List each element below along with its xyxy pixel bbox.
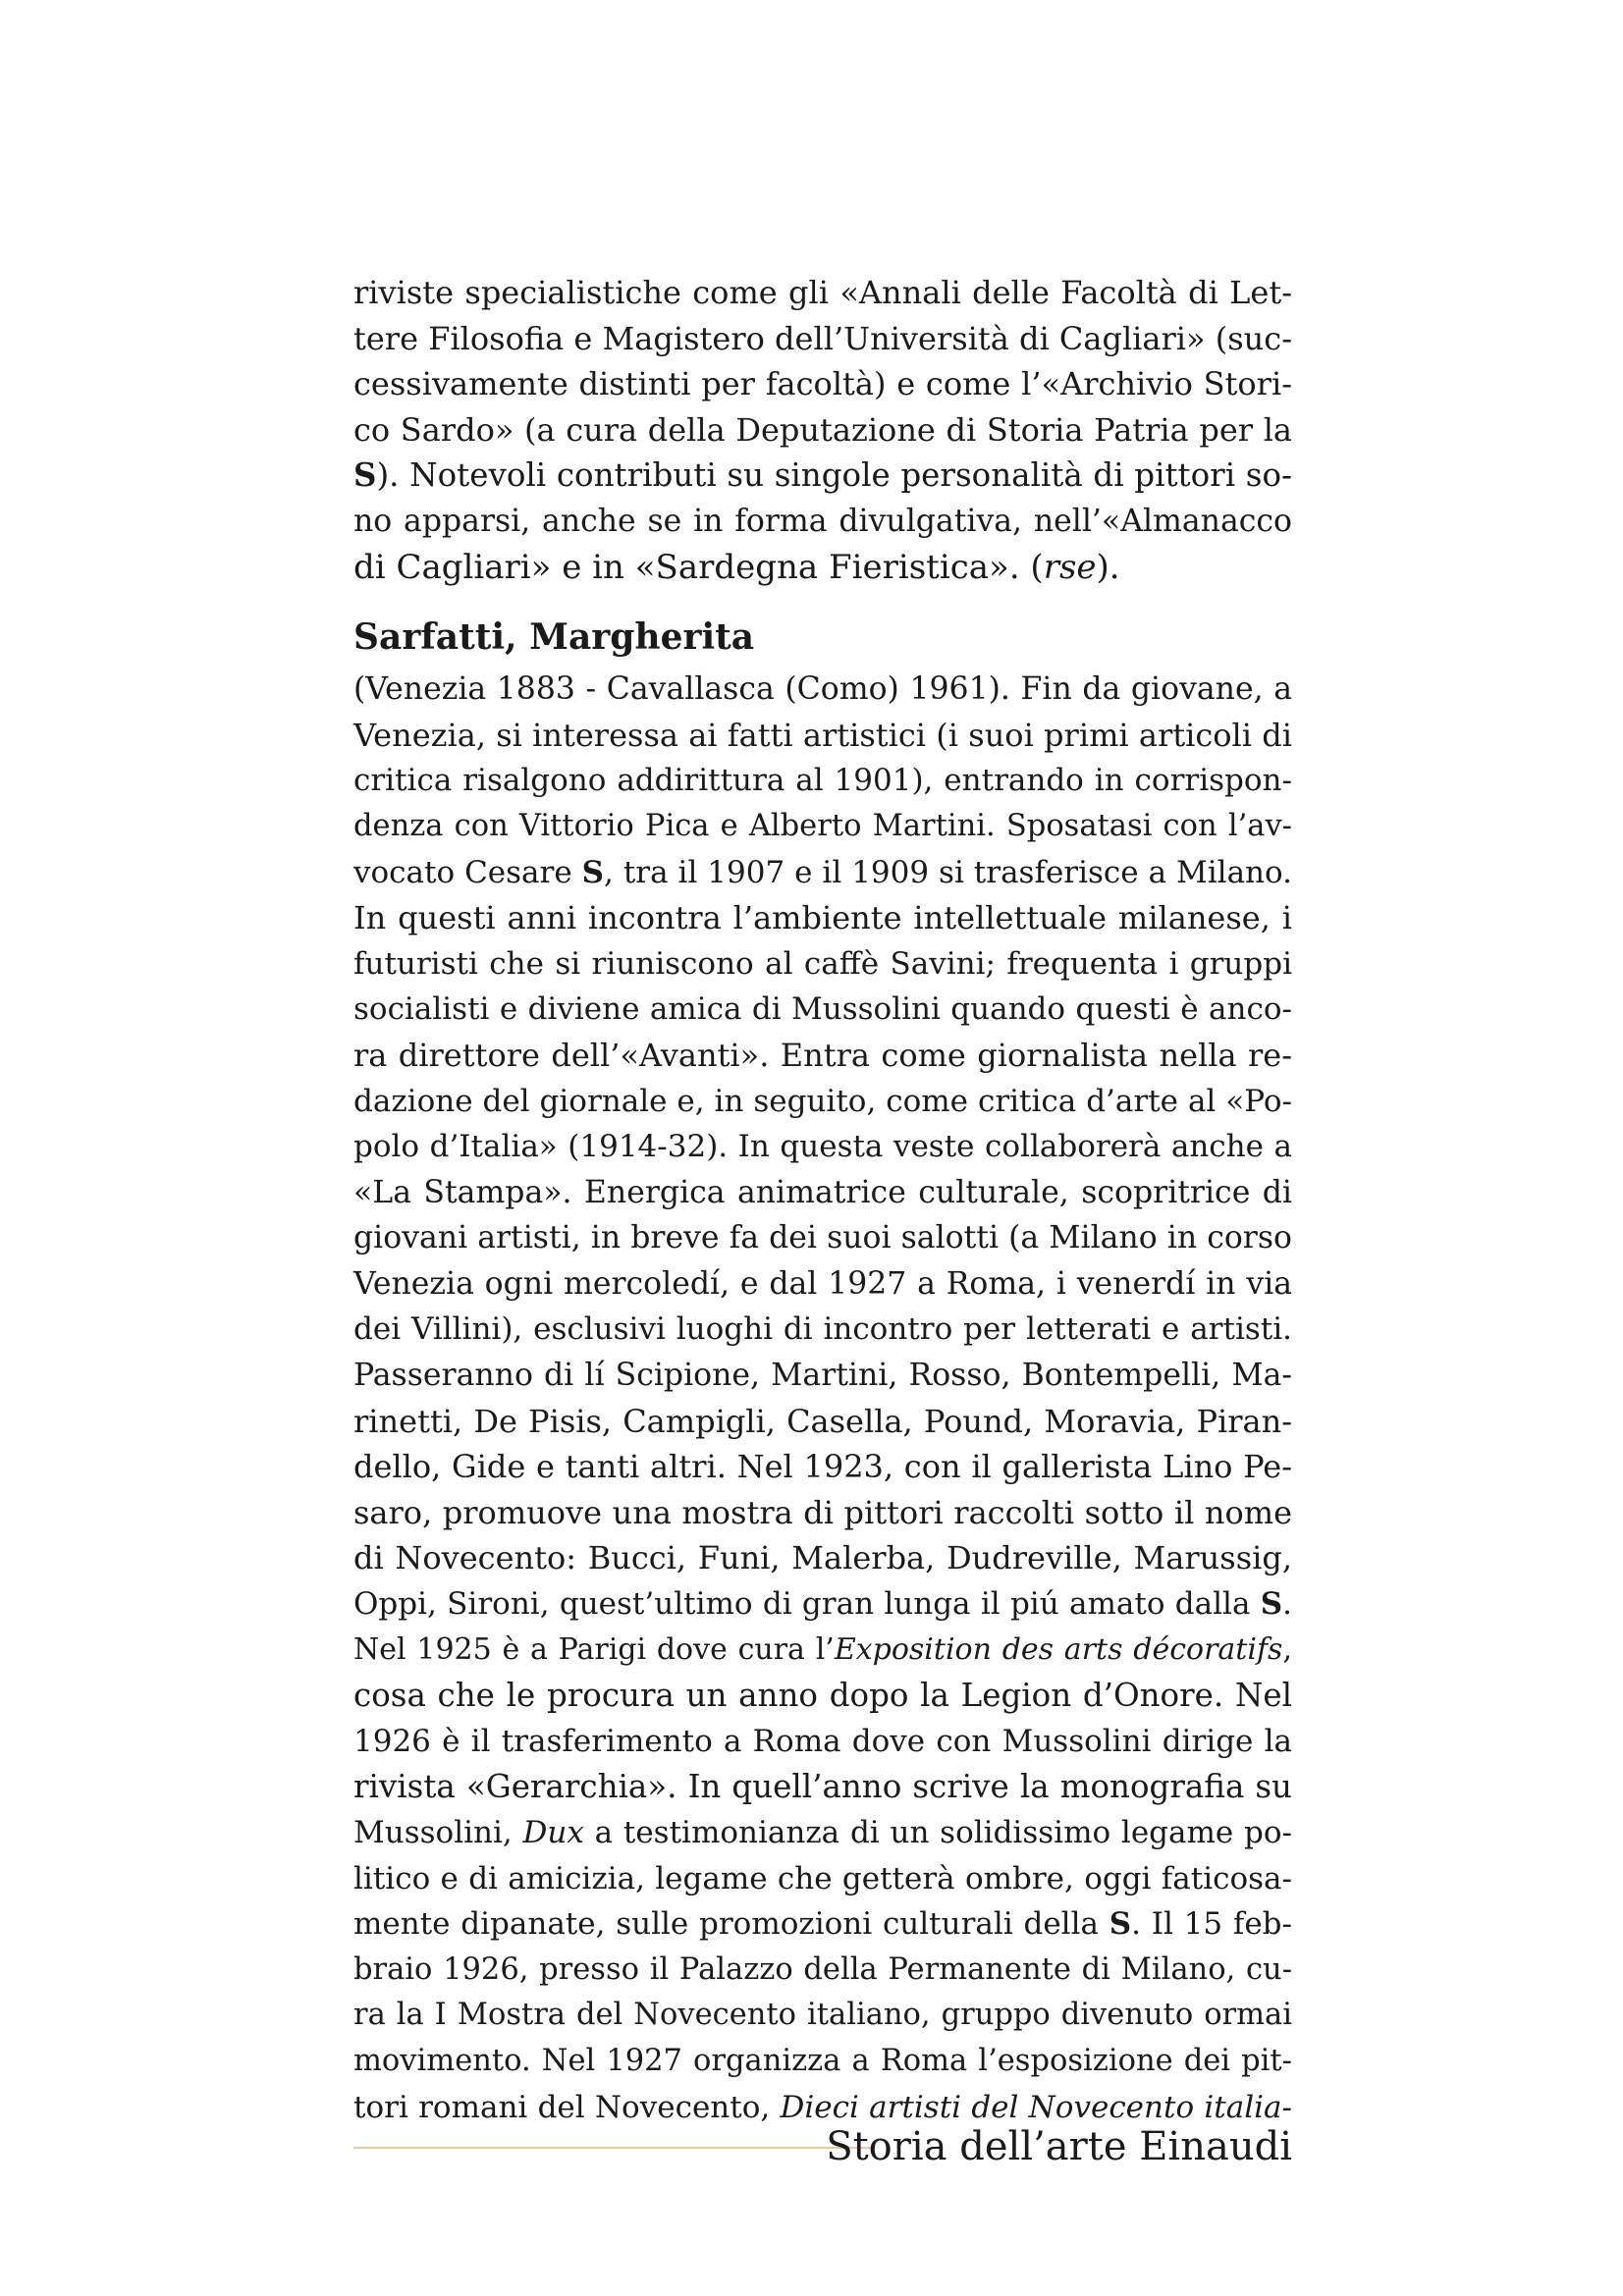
text-line: S). Notevoli contributi su singole personalità di pittori so- <box>353 455 1292 495</box>
text-line: In questi anni incontra l’ambiente intellettuale milanese, i <box>353 899 1292 937</box>
entry-paragraph <box>353 667 1292 2130</box>
text-line: no apparsi, anche se in forma divulgativa, nell’«Almanacco <box>353 503 1292 539</box>
bold-abbrev: S <box>1260 1586 1283 1623</box>
text-line: movimento. Nel 1927 organizza a Roma l’esposizione dei pit- <box>353 2043 1292 2078</box>
text-line: Venezia ogni mercoledí, e dal 1927 a Roma, i venerdí in via <box>353 1265 1292 1302</box>
text-line: Nel 1925 è a Parigi dove cura l’Exposition des arts décoratifs, <box>353 1631 1292 1667</box>
text-line: saro, promuove una mostra di pittori raccolti sotto il nome <box>353 1493 1292 1531</box>
entry-title: Sarfatti, Margherita <box>353 616 755 659</box>
text-line: denza con Vittorio Pica e Alberto Martini. Sposatasi con l’av- <box>353 808 1292 843</box>
text-line: dazione del giornale e, in seguito, come critica d’arte al «Po- <box>353 1083 1292 1119</box>
text-line: cessivamente distinti per facoltà) e come l’«Archivio Stori- <box>353 365 1292 403</box>
text-line: «La Stampa». Energica animatrice culturale, scopritrice di <box>353 1174 1292 1210</box>
text-line: socialisti e diviene amica di Mussolini quando questi è anco- <box>353 991 1292 1028</box>
italic-title: Exposition des arts décoratifs <box>834 1631 1283 1667</box>
text-line: riviste specialistiche come gli «Annali delle Facoltà di Let- <box>353 274 1292 311</box>
text-line: critica risalgono addirittura al 1901), entrando in corrispon- <box>353 763 1292 799</box>
text-line: tori romani del Novecento, Dieci artisti del Novecento italia- <box>353 2089 1292 2125</box>
text-line: rinetti, De Pisis, Campigli, Casella, Pound, Moravia, Piran- <box>353 1402 1292 1440</box>
text-line: giovani artisti, in breve fa dei suoi salotti (a Milano in corso <box>353 1220 1292 1256</box>
page-footer <box>353 2122 1292 2171</box>
text-line: litico e di amicizia, legame che getterà ombre, oggi faticosa- <box>353 1860 1292 1896</box>
text-line: tere Filosofia e Magistero dell’Università di Cagliari» (suc- <box>353 319 1293 357</box>
text-line: polo d’Italia» (1914-32). In questa veste collaborerà anche a <box>353 1129 1292 1165</box>
text-line: Venezia, si interessa ai fatti artistici (i suoi primi articoli di <box>353 716 1292 754</box>
italic-title: Dieci artisti del Novecento italia- <box>780 2089 1292 2125</box>
author-initials: rse <box>1043 547 1097 587</box>
text-line: rivista «Gerarchia». In quell’anno scrive la monografia su <box>353 1768 1292 1806</box>
italic-title: Dux <box>522 1815 584 1850</box>
text-line: Oppi, Sironi, quest’ultimo di gran lunga il piú amato dalla S. <box>353 1586 1292 1623</box>
text-line: di Cagliari» e in «Sardegna Fieristica». (rse). <box>353 547 1120 587</box>
text-line: 1926 è il trasferimento a Roma dove con Mussolini dirige la <box>353 1723 1292 1759</box>
text-line: futuristi che si riuniscono al caffè Savini; frequenta i gruppi <box>353 945 1292 982</box>
text-line: ra la I Mostra del Novecento italiano, gruppo divenuto ormai <box>353 1998 1292 2033</box>
footer-title: Storia dell’arte Einaudi <box>826 2124 1292 2169</box>
text-line: ra direttore dell’«Avanti». Entra come giornalista nella re- <box>353 1036 1292 1074</box>
text-line: braio 1926, presso il Palazzo della Permanente di Milano, cu- <box>353 1951 1292 1987</box>
text-line: cosa che le procura un anno dopo la Legion d’Onore. Nel <box>353 1677 1292 1715</box>
text-line: di Novecento: Bucci, Funi, Malerba, Dudreville, Marussig, <box>353 1539 1292 1577</box>
text-column <box>353 270 1292 2130</box>
text-line: Mussolini, Dux a testimonianza di un solidissimo legame po- <box>353 1815 1292 1850</box>
footer-rule <box>353 2147 872 2149</box>
text-line: Passeranno di lí Scipione, Martini, Rosso, Bontempelli, Ma- <box>353 1358 1292 1394</box>
text-line: dei Villini), esclusivi luoghi di incontro per letterati e artisti. <box>353 1311 1292 1348</box>
bold-abbrev: S <box>581 854 605 890</box>
text-line: (Venezia 1883 - Cavallasca (Como) 1961). Fin da giovane, a <box>353 671 1292 708</box>
bold-abbrev: S <box>1109 1906 1132 1943</box>
text-line: dello, Gide e tanti altri. Nel 1923, con il gallerista Lino Pe- <box>353 1448 1292 1486</box>
intro-paragraph <box>353 270 1292 590</box>
text-line: co Sardo» (a cura della Deputazione di Storia Patria per la <box>353 410 1292 449</box>
bold-abbrev: S <box>353 455 377 495</box>
text-line: vocato Cesare S, tra il 1907 e il 1909 si trasferisce a Milano. <box>353 854 1292 890</box>
text-line: mente dipanate, sulle promozioni culturali della S. Il 15 feb- <box>353 1906 1292 1943</box>
